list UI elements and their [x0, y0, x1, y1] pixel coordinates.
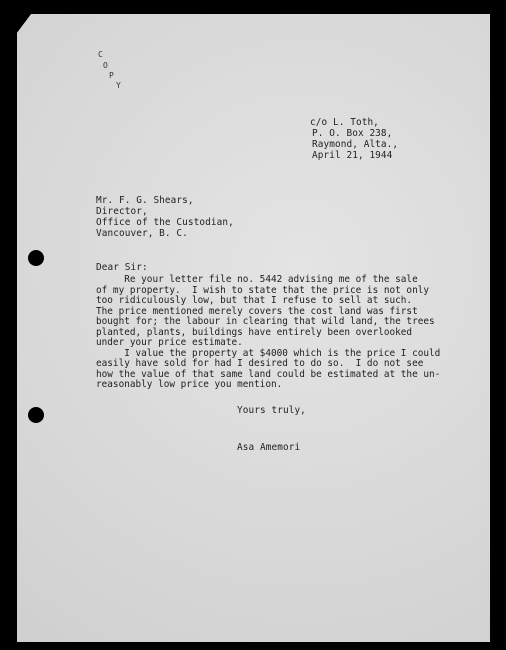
sender-line: Raymond, Alta.,	[312, 139, 399, 150]
letter-date: April 21, 1944	[312, 150, 393, 161]
recipient-line: Office of the Custodian,	[96, 217, 234, 228]
body-line: how the value of that same land could be estimated at the un-	[96, 368, 441, 380]
closing: Yours truly,	[237, 405, 306, 416]
body-line: under your price estimate.	[96, 337, 243, 348]
body-line: bought for; the labour in clearing that wild land, the trees	[96, 316, 435, 327]
punch-hole-bottom	[28, 407, 44, 423]
recipient-line: Mr. F. G. Shears,	[96, 195, 194, 206]
body-line: I value the property at $4000 which is the price I could	[96, 347, 441, 359]
body-line: too ridiculously low, but that I refuse to sell at such.	[96, 295, 413, 306]
sender-line: P. O. Box 238,	[312, 128, 393, 139]
copy-stamp-letter-o: O	[103, 61, 108, 70]
punch-hole-top	[28, 250, 44, 266]
copy-stamp-letter-p: P	[109, 71, 114, 80]
salutation: Dear Sir:	[96, 262, 148, 273]
body-line: planted, plants, buildings have entirely been overlooked	[96, 326, 413, 338]
body-line: reasonably low price you mention.	[96, 379, 283, 390]
copy-stamp-letter-y: Y	[116, 81, 121, 90]
body-line: The price mentioned merely covers the cost land was first	[96, 305, 418, 317]
recipient-line: Vancouver, B. C.	[96, 228, 188, 239]
signature: Asa Amemori	[237, 442, 301, 453]
copy-stamp-letter-c: C	[98, 50, 103, 59]
body-line: easily have sold for had I desired to do so. I do not see	[96, 358, 424, 369]
body-line: Re your letter file no. 5442 advising me of the sale	[96, 274, 418, 285]
body-line: of my property. I wish to state that the price is not only	[96, 284, 430, 296]
sender-line: c/o L. Toth,	[310, 117, 379, 128]
recipient-line: Director,	[96, 206, 148, 217]
